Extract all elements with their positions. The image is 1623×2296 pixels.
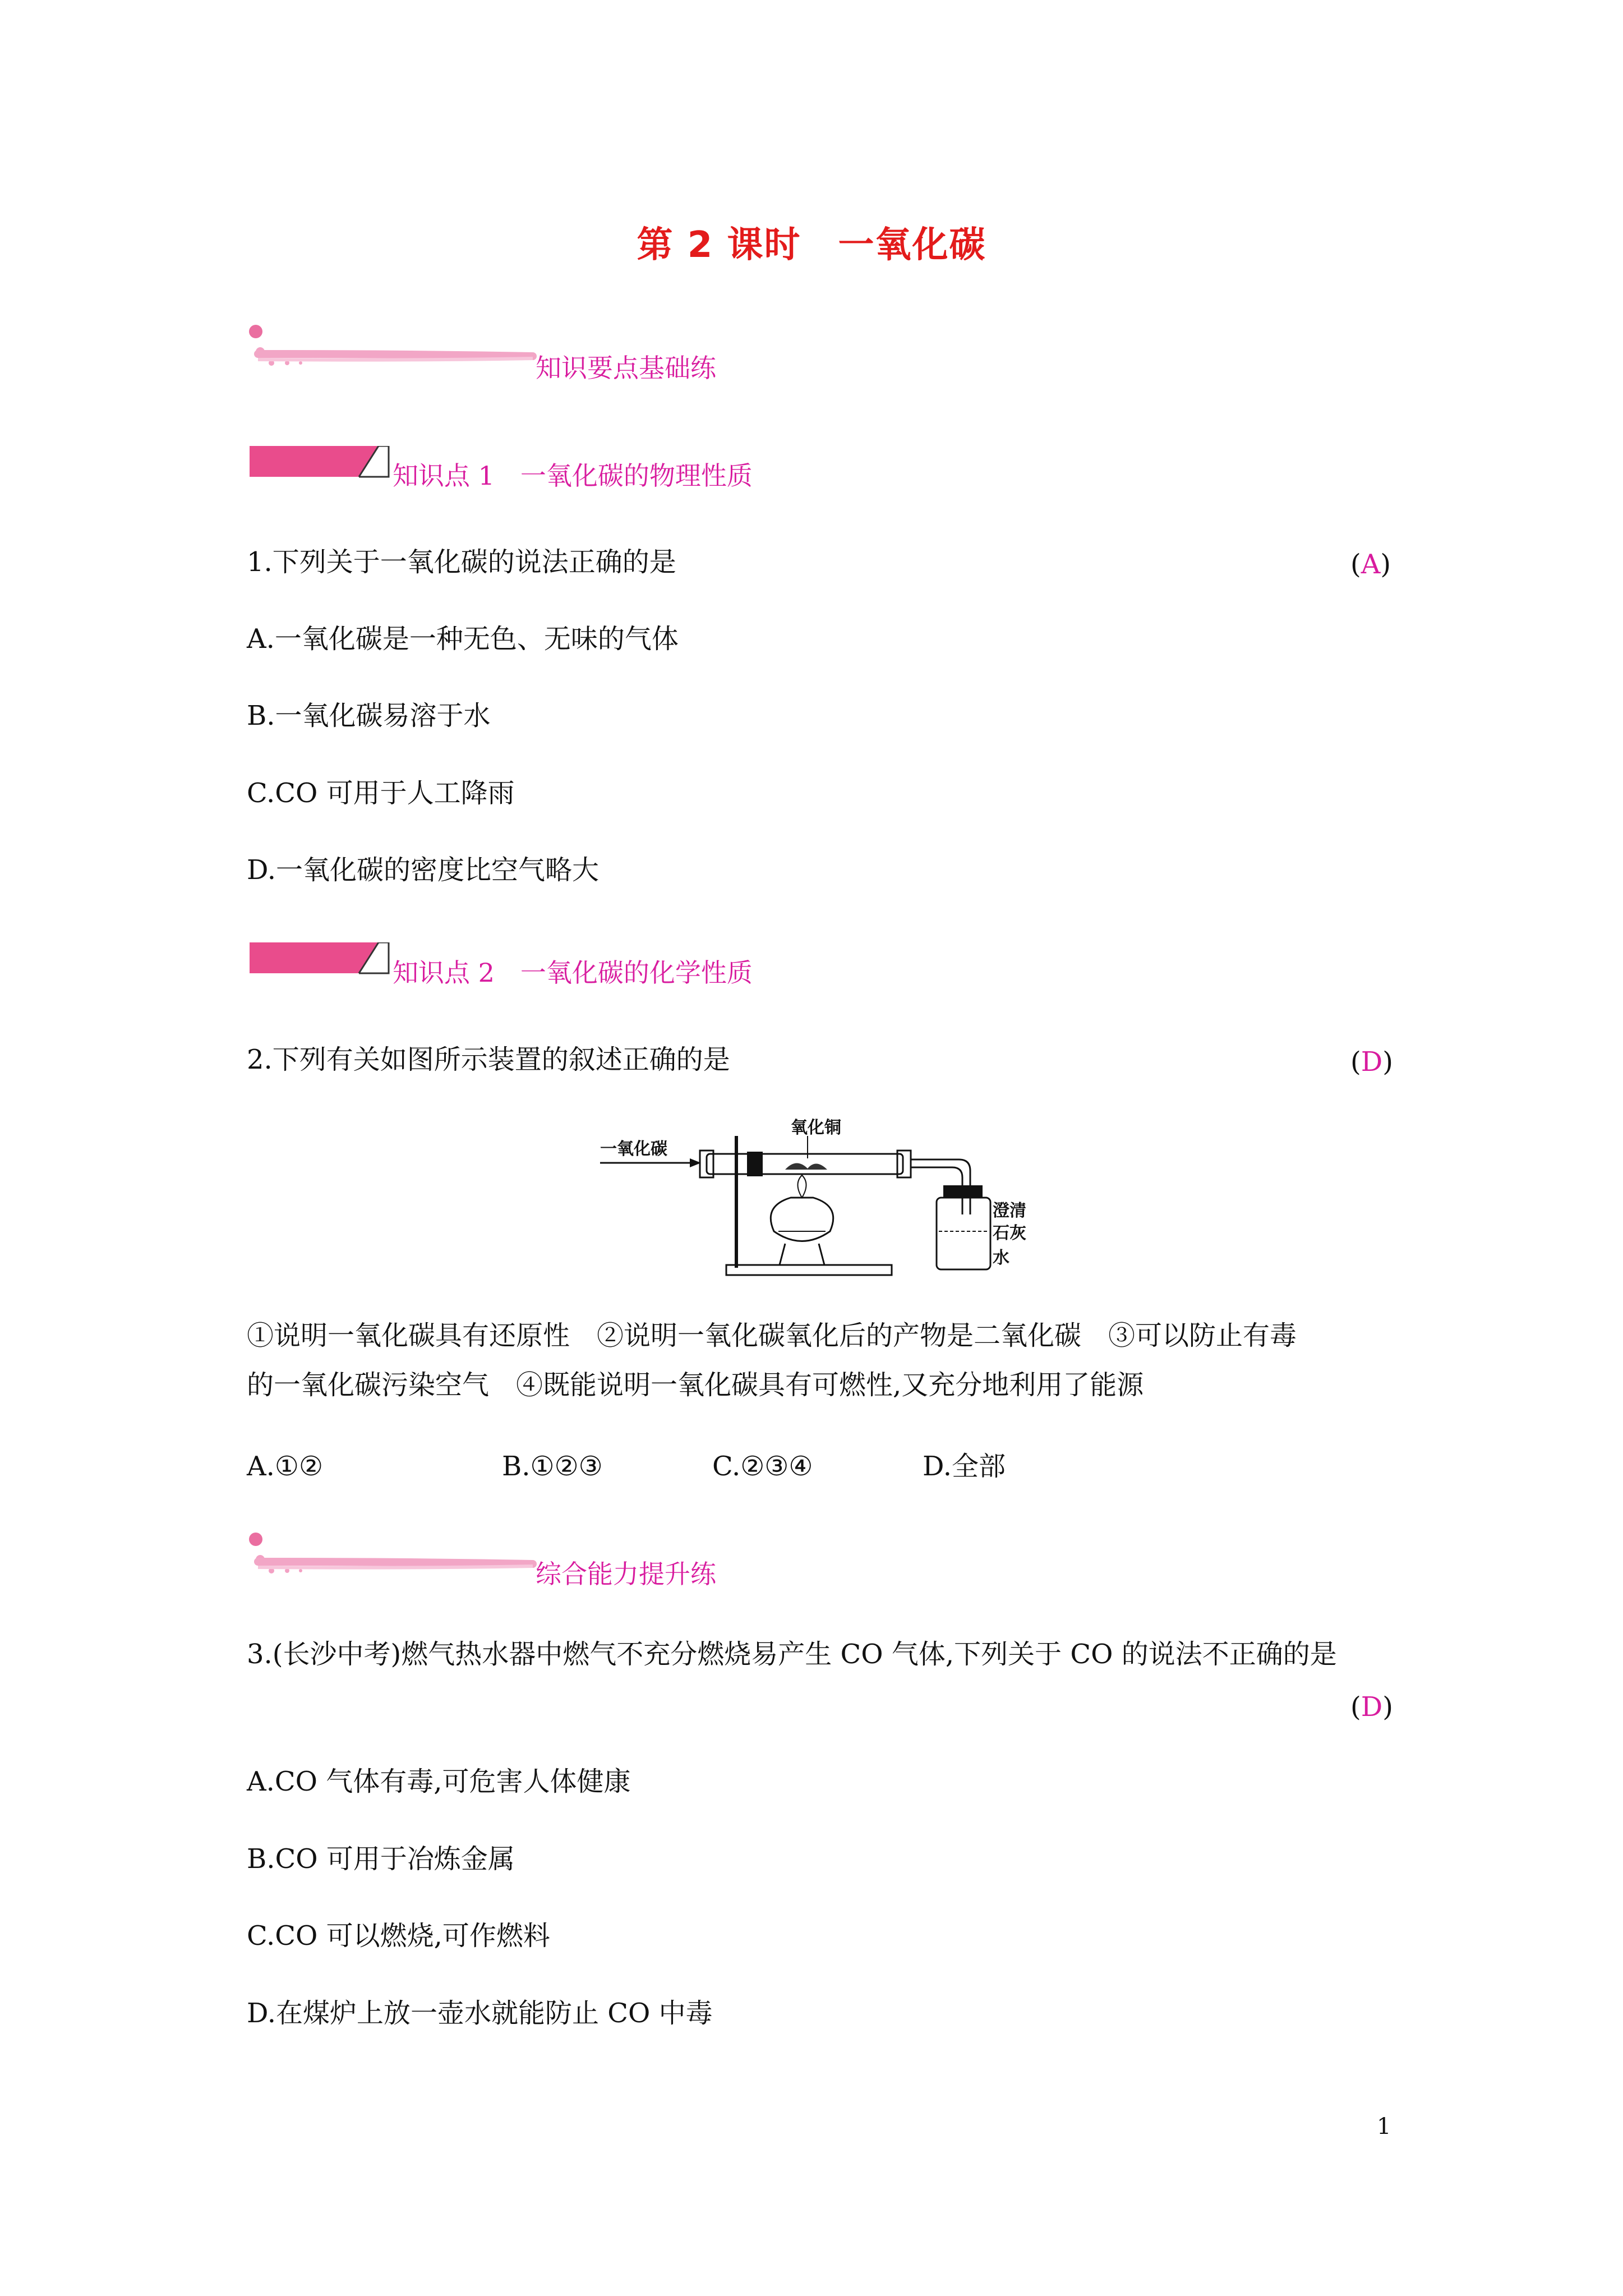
- q2-option-a: A.①②: [247, 1451, 323, 1482]
- apparatus-figure: [600, 1114, 1038, 1282]
- label-limewater-1: 澄清: [993, 1201, 1026, 1221]
- q1-option-c: C.CO 可用于人工降雨: [247, 777, 515, 809]
- kp-title-1: 知识点 1 一氧化碳的物理性质: [393, 461, 753, 491]
- q2-answer: (D): [1350, 1046, 1393, 1078]
- banner-decoration-icon: [247, 323, 538, 373]
- label-co-inlet: 一氧化碳: [600, 1139, 667, 1159]
- q3-answer-letter: D: [1361, 1691, 1383, 1723]
- kp-marker-2: [250, 942, 390, 976]
- q1-answer-letter: A: [1361, 549, 1381, 580]
- q1-option-b: B.一氧化碳易溶于水: [247, 700, 491, 731]
- label-limewater-2: 石灰水: [993, 1223, 1026, 1268]
- kp-title-2: 知识点 2 一氧化碳的化学性质: [393, 958, 753, 988]
- q3-option-b: B.CO 可用于冶炼金属: [247, 1843, 515, 1875]
- section-title-advanced: 综合能力提升练: [536, 1559, 716, 1589]
- q2-option-c: C.②③④: [712, 1451, 813, 1482]
- q2-option-d: D.全部: [923, 1451, 1006, 1482]
- q3-option-a: A.CO 气体有毒,可危害人体健康: [247, 1766, 631, 1797]
- kp-tag-icon: [250, 446, 390, 480]
- page-number: 1: [1377, 2114, 1391, 2139]
- page-title: 第 2 课时 一氧化碳: [637, 224, 986, 266]
- banner-decoration-icon: [247, 1530, 538, 1581]
- q3-answer: (D): [1350, 1691, 1393, 1723]
- kp-marker-1: [250, 446, 390, 480]
- section-title-basic: 知识要点基础练: [536, 353, 716, 383]
- q1-stem: 1.下列关于一氧化碳的说法正确的是: [247, 546, 676, 578]
- label-copper-oxide: 氧化铜: [791, 1118, 841, 1138]
- q2-answer-letter: D: [1361, 1046, 1383, 1078]
- q1-option-a: A.一氧化碳是一种无色、无味的气体: [247, 623, 679, 655]
- q1-option-d: D.一氧化碳的密度比空气略大: [247, 854, 600, 886]
- q2-option-b: B.①②③: [502, 1451, 603, 1482]
- kp-tag-icon: [250, 942, 390, 976]
- q3-option-c: C.CO 可以燃烧,可作燃料: [247, 1920, 550, 1952]
- q2-stem: 2.下列有关如图所示装置的叙述正确的是: [247, 1044, 730, 1075]
- q2-statements-line1: ①说明一氧化碳具有还原性 ②说明一氧化碳氧化后的产物是二氧化碳 ③可以防止有毒: [247, 1320, 1297, 1351]
- q2-statements-line2: 的一氧化碳污染空气 ④既能说明一氧化碳具有可燃性,又充分地利用了能源: [247, 1369, 1144, 1401]
- q1-answer: (A): [1350, 549, 1391, 580]
- q3-option-d: D.在煤炉上放一壶水就能防止 CO 中毒: [247, 1998, 713, 2029]
- q3-stem: 3.(长沙中考)燃气热水器中燃气不充分燃烧易产生 CO 气体,下列关于 CO 的说法不正确的是: [247, 1639, 1337, 1670]
